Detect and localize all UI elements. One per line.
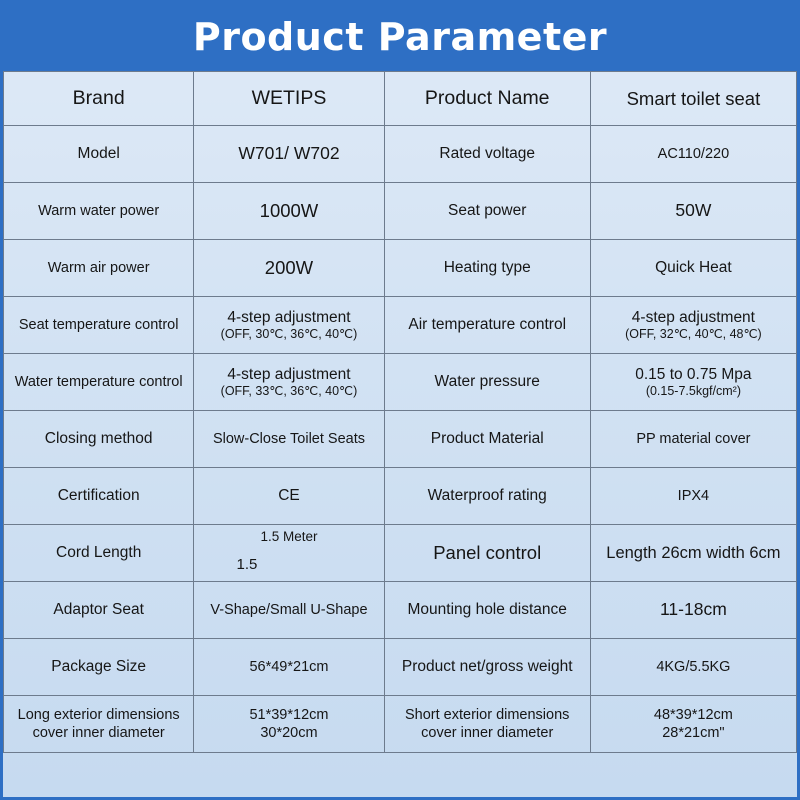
cell-rated-voltage-label: Rated voltage (384, 126, 590, 183)
cell-water-temp-control-value (194, 354, 384, 411)
table-row (4, 696, 797, 753)
value-line-1: 0.15 to 0.75 Mpa (635, 365, 752, 383)
cell-certification-label: Certification (4, 468, 194, 525)
cell-product-name-label: Product Name (384, 72, 590, 126)
cell-waterproof-rating-label: Waterproof rating (384, 468, 590, 525)
cell-net-gross-weight-value: 4KG/5.5KG (590, 639, 796, 696)
value-line-2: (0.15-7.5kgf/cm²) (645, 383, 741, 398)
value-line-1: 4-step adjustment (227, 365, 351, 383)
cell-panel-control-value: Length 26cm width 6cm (590, 525, 796, 582)
value-line-2: 30*20cm (260, 725, 318, 741)
table-row (4, 582, 797, 639)
cell-air-temp-control-value (590, 297, 796, 354)
cell-rated-voltage-value: AC110/220 (590, 126, 796, 183)
cell-waterproof-rating-value: IPX4 (590, 468, 796, 525)
cell-water-pressure-label: Water pressure (384, 354, 590, 411)
cell-brand-label: Brand (4, 72, 194, 126)
cell-heating-type-value: Quick Heat (590, 240, 796, 297)
value-line-1: 48*39*12cm (653, 706, 733, 723)
value-line-2: (OFF, 32℃, 40℃, 48℃) (625, 326, 762, 341)
cell-warm-water-power-value: 1000W (194, 183, 384, 240)
value-line-1: 1.5 Meter (260, 529, 318, 545)
cell-water-temp-control-label: Water temperature control (4, 354, 194, 411)
cell-adaptor-seat-label: Adaptor Seat (4, 582, 194, 639)
cell-seat-power-value: 50W (590, 183, 796, 240)
cell-closing-method-label: Closing method (4, 411, 194, 468)
value-stack (200, 529, 377, 574)
cell-model-value: W701/ W702 (194, 126, 384, 183)
table-row (4, 240, 797, 297)
cell-model-label: Model (4, 126, 194, 183)
table-row (4, 639, 797, 696)
cell-product-material-label: Product Material (384, 411, 590, 468)
cell-closing-method-value: Slow-Close Toilet Seats (194, 411, 384, 468)
cell-adaptor-seat-value: V-Shape/Small U-Shape (194, 582, 384, 639)
table-row (4, 525, 797, 582)
cell-cord-length-value (194, 525, 384, 582)
label-line-2: cover inner diameter (421, 725, 554, 741)
label-line-2: cover inner diameter (32, 725, 165, 741)
page-title-bar (3, 3, 797, 71)
cell-warm-water-power-label: Warm water power (4, 183, 194, 240)
table-row (4, 297, 797, 354)
table-row (4, 72, 797, 126)
cell-package-size-label: Package Size (4, 639, 194, 696)
cell-warm-air-power-label: Warm air power (4, 240, 194, 297)
label-line-1: Long exterior dimensions (17, 706, 180, 723)
value-line-1: 4-step adjustment (227, 308, 351, 326)
cell-short-exterior-dimensions-label (384, 696, 590, 753)
value-line-1: 4-step adjustment (631, 308, 755, 326)
cell-water-pressure-value (590, 354, 796, 411)
cell-air-temp-control-label: Air temperature control (384, 297, 590, 354)
cell-warm-air-power-value: 200W (194, 240, 384, 297)
cell-long-exterior-dimensions-label (4, 696, 194, 753)
product-parameter-table (3, 71, 797, 753)
table-row (4, 183, 797, 240)
table-row (4, 126, 797, 183)
cell-seat-temp-control-value (194, 297, 384, 354)
table-row (4, 468, 797, 525)
value-line-2: 28*21cm" (662, 725, 725, 741)
label-line-1: Short exterior dimensions (405, 706, 570, 723)
page-title: Product Parameter (192, 15, 608, 59)
cell-seat-temp-control-label: Seat temperature control (4, 297, 194, 354)
cell-cord-length-label: Cord Length (4, 525, 194, 582)
cell-product-name-value: Smart toilet seat (590, 72, 796, 126)
value-line-2: (OFF, 30℃, 36℃, 40℃) (220, 326, 358, 341)
cell-product-material-value: PP material cover (590, 411, 796, 468)
cell-brand-value: WETIPS (194, 72, 384, 126)
cell-long-exterior-dimensions-value (194, 696, 384, 753)
value-line-2: 1.5 (236, 556, 258, 574)
cell-panel-control-label: Panel control (384, 525, 590, 582)
cell-heating-type-label: Heating type (384, 240, 590, 297)
value-line-1: 51*39*12cm (249, 706, 329, 723)
table-row (4, 411, 797, 468)
cell-certification-value: CE (194, 468, 384, 525)
cell-mounting-hole-distance-value: 11-18cm (590, 582, 796, 639)
cell-seat-power-label: Seat power (384, 183, 590, 240)
cell-package-size-value: 56*49*21cm (194, 639, 384, 696)
cell-net-gross-weight-label: Product net/gross weight (384, 639, 590, 696)
cell-mounting-hole-distance-label: Mounting hole distance (384, 582, 590, 639)
table-row (4, 354, 797, 411)
value-line-2: (OFF, 33℃, 36℃, 40℃) (220, 383, 358, 398)
cell-short-exterior-dimensions-value (590, 696, 796, 753)
